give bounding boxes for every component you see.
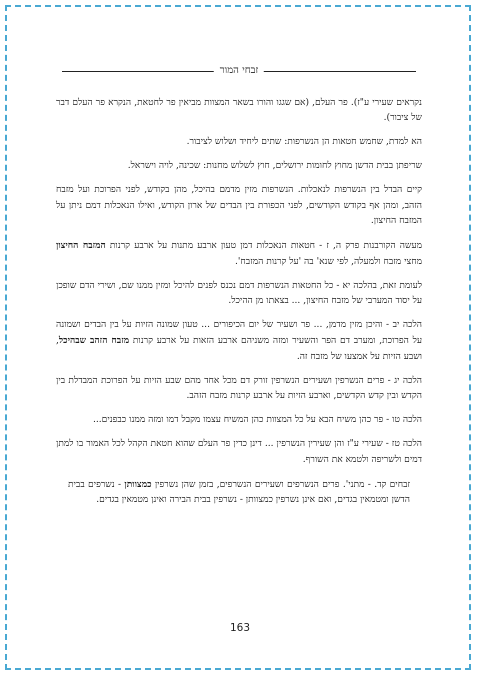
paragraph-4: קיים הבדל בין הנשרפות לנאכלות. הנשרפות מזין מדמם בהיכל, מהן בקודש, לפני הפרוכת ועל מזבח הזהב, ומהן אף בקודש הקודשים, לפני הכפורת בין הבדים של ארון הקודש, ואילו הנאכלות דמם ניתן על המזבח החיצון. [56,185,422,227]
paragraph-7-text-end: , ושבע הזיות על אמצעו של מזבח זה. [56,336,422,362]
paragraph-9: הלכה טו - פר כהן משיח הבא על כל המצוות כהן המשיח עצמו מקבל דמו ומזה ממנו כבפנים... [92,415,422,426]
paragraph-10: הלכה טז - שעירי ע"ז והן שעירין הנשרפין ... דינן כדין פר העלם שהוא חטאת הקהל לכל האמור בו למתן דמים ולשריפה ולטמא את השורף. [56,439,422,465]
paragraph-5 [56,238,422,270]
paragraph-11-text-start: זבחים קד. - מתני'. פרים הנשרפים ושעירים הנשרפים, בזמן שהן נשרפין [151,479,410,490]
paragraph-7-text-start: הלכה יב - והיכן מזין מדמן, ... פר ושעיר של יום הכיפורים ... טעון שמונה הזיות על בין הבדים ושמונה על הפרוכת, ומערב דם הפר והשעיר ומזה משניהם ארבע הזאות על ארבע קרנות [56,320,422,347]
paragraph-6: לעומת זאת, בהלכה יא - כל החטאות הנשרפות דמם נכנס לפנים להיכל ומזין ממנו שם, ושירי הדם שופכן על יסוד המערבי של מזבח החיצון, ... בצאתו מן ההיכל. [56,280,422,307]
paragraph-11-bold-term: כמצוותן [124,478,152,490]
paragraph-7 [56,318,422,365]
page-number: 163 [229,622,251,634]
paragraph-8: הלכה יג - פרים הנשרפין ושעירים הנשרפין זורק דם מכל אחד מהם שבע הזיות על הפרוכת המבדלת בין הקדש ובין קדש הקדשים, וארבע הזיות על ארבע קרנות מזבח הזהב. [56,375,422,402]
paragraph-5-bold-term: המזבח החיצון [56,240,106,252]
paragraph-7-bold-term: מזבח הזהב שבהיכל [58,335,130,347]
paragraph-1: נקראים שעירי ע"ז). פר העלם, (אם שגגו והורו בשאר המצוות מביאין פר לחטאת, הנקרא פר העלם דבר של ציבור). [56,98,422,124]
paragraph-11-text-end: - נשרפים בבית הדשן ומטמאין בגדים, ואם אינן נשרפין כמצוותן - נשרפין בבית הבירה ואינן מטמאין בגדים. [68,479,410,506]
page-body [56,96,422,517]
paragraph-2: הא למדת, שחמש חטאות הן הנשרפות: שתים ליחיד ושלוש לציבור. [186,137,422,148]
header-title: זבחי המור [214,64,264,78]
paragraph-5-text-end: מחצי מזבח ולמעלה, לפי שנא' בה 'על קרנות המזבח'. [235,256,422,267]
running-header [62,64,416,78]
paragraph-11-quote [68,477,410,509]
paragraph-5-text-start: מעשה הקורבנות פרק ה, ז - חטאות הנאכלות דמן טעון ארבע מתנות על ארבע קרנות [105,241,422,252]
paragraph-3: שריפתן בבית הדשן מחוץ לחומות ירושלים, חוץ לשלוש מחנות: שכינה, לויה וישראל. [127,161,422,172]
